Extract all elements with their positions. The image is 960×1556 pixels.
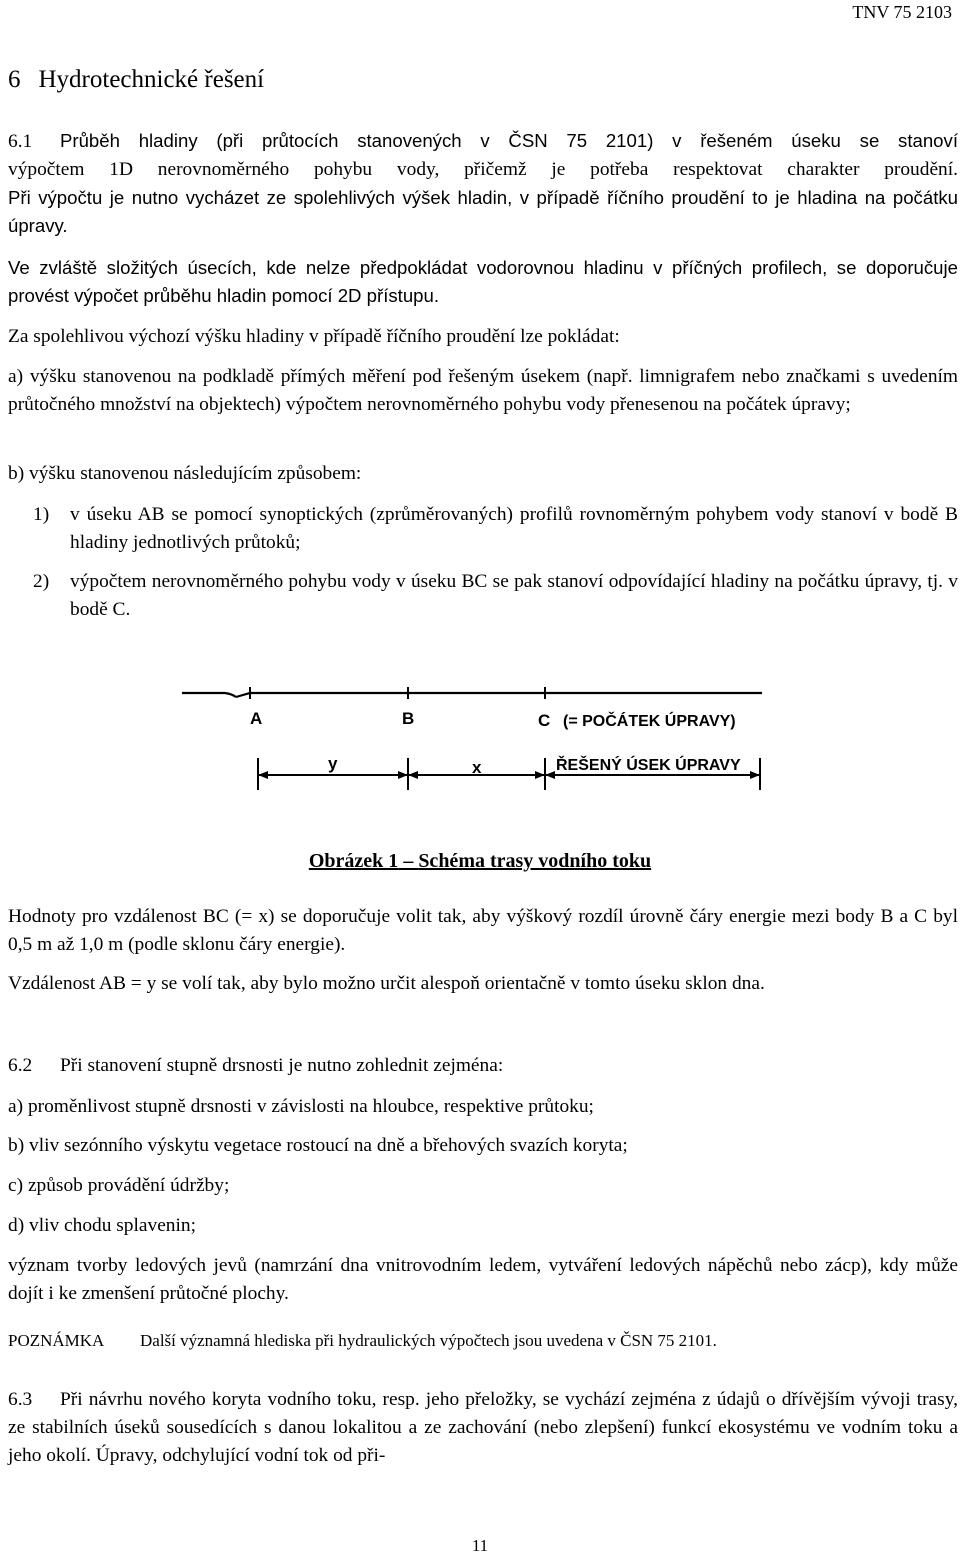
arrow-end-left xyxy=(750,771,760,779)
arrow-b-left xyxy=(398,771,408,779)
point-c-label: C xyxy=(538,711,551,730)
sub-1-label: 1) xyxy=(33,504,50,525)
arrow-a-right xyxy=(258,771,268,779)
point-c-note: (= POČÁTEK ÚPRAVY) xyxy=(563,713,736,730)
arrow-b-right xyxy=(408,771,418,779)
p62-item-c: c) způsob provádění údržby; xyxy=(8,1175,230,1196)
paragraph-6-2 xyxy=(8,1052,958,1080)
note-text: Další významná hlediska při hydraulických výpočtech jsou uvedena v ČSN 75 2101. xyxy=(140,1331,717,1350)
paragraph-6-1 xyxy=(8,127,958,240)
section-title: Hydrotechnické řešení xyxy=(38,66,265,93)
p62-intro: Při stanovení stupně drsnosti je nutno zohlednit zejména: xyxy=(60,1055,504,1076)
watercourse-schema-figure xyxy=(0,670,960,810)
paragraph-values-bc: Hodnoty pro vzdálenost BC (= x) se doporučuje volit tak, aby výškový rozdíl úrovně čáry energie mezi body B a C byl 0,5 m až 1,0 m (podle sklonu čáry energie). xyxy=(8,906,958,955)
p62-number: 6.2 xyxy=(8,1055,33,1076)
paragraph-reliable: Za spolehlivou výchozí výšku hladiny v případě říčního proudění lze pokládat: xyxy=(8,326,620,347)
p62-item-a: a) proměnlivost stupně drsnosti v závislosti na hloubce, respektive průtoku; xyxy=(8,1096,594,1117)
list-item-a xyxy=(8,363,958,419)
note xyxy=(8,1329,958,1353)
caption-label: Obrázek 1 xyxy=(308,850,399,872)
item-b-text: výšku stanovenou následujícím způsobem: xyxy=(29,463,362,484)
p61-rest: Při výpočtu je nutno vycházet ze spolehlivých výšek hladin, v případě říčního proudění to je hladina na počátku úpravy. xyxy=(8,187,958,236)
point-b-label: B xyxy=(402,709,415,728)
page-number: 11 xyxy=(471,1536,489,1555)
arrow-c-right xyxy=(545,771,555,779)
item-b-label: b) xyxy=(8,463,25,484)
point-a-label: A xyxy=(250,709,263,728)
caption-title: Schéma trasy vodního toku xyxy=(418,850,652,872)
p61-number: 6.1 xyxy=(8,131,33,152)
p63-text: Při návrhu nového koryta vodního toku, resp. jeho přeložky, se vychází zejména z údajů o dřívějším vývoji trasy, ze stabilních úseků sousedících s danou lokalitou a ze zachování (nebo zlepšení) funkcí ekosystému ve vodním toku a jeho okolí. Úpravy, odchylující vodní tok od při- xyxy=(8,1389,958,1466)
sub-item-2 xyxy=(33,568,958,624)
item-a-label: a) xyxy=(8,366,24,387)
section-heading xyxy=(8,66,264,94)
distance-x-label: x xyxy=(472,758,482,777)
p62-item-b: b) vliv sezónního výskytu vegetace rostoucí na dně a břehových svazích koryta; xyxy=(8,1135,628,1156)
p61-sans-part1: Průběh hladiny (při průtocích stanovených v ČSN 75 2101) v řešeném úseku se stanoví xyxy=(60,130,958,151)
p61-line2: výpočtem 1D nerovnoměrného pohybu vody, přičemž je potřeba respektovat charakter proudění. xyxy=(8,159,958,180)
sub-1-text: v úseku AB se pomocí synoptických (zprůměrovaných) profilů rovnoměrným pohybem vody stanoví v bodě B hladiny jednotlivých průtoků; xyxy=(70,504,958,553)
paragraph-6-3 xyxy=(8,1386,958,1470)
sub-2-text: výpočtem nerovnoměrného pohybu vody v úseku BC se pak stanoví odpovídající hladiny na počátku úpravy, tj. v bodě C. xyxy=(70,571,958,620)
p63-number: 6.3 xyxy=(8,1389,33,1410)
distance-y-label: y xyxy=(328,754,338,773)
note-label: POZNÁMKA xyxy=(8,1331,105,1350)
p61-line1 xyxy=(8,127,958,156)
sub-item-1 xyxy=(33,501,958,557)
item-a-text: výšku stanovenou na podkladě přímých měření pod řešeným úsekem (např. limnigrafem nebo značkami s uvedením průtočného množství na objektech) výpočtem nerovnoměrného pohybu vody přenesenou na počátek úpravy; xyxy=(8,366,958,415)
sub-2-label: 2) xyxy=(33,571,50,592)
document-id: TNV 75 2103 xyxy=(852,2,952,22)
list-item-b xyxy=(8,460,958,488)
paragraph-complex: Ve zvláště složitých úsecích, kde nelze předpokládat vodorovnou hladinu v příčných profilech, se doporučuje provést výpočet průběhu hladin pomocí 2D přístupu. xyxy=(8,257,958,306)
arrow-c-left xyxy=(535,771,545,779)
p62-ice: význam tvorby ledových jevů (namrzání dna vnitrovodním ledem, vytváření ledových nápěchů nebo zácp), kdy může dojít i ke zmenšení průtočné plochy. xyxy=(8,1255,958,1304)
p62-item-d: d) vliv chodu splavenin; xyxy=(8,1215,196,1236)
river-line xyxy=(236,693,762,697)
paragraph-values-ab: Vzdálenost AB = y se volí tak, aby bylo možno určit alespoň orientačně v tomto úseku sklon dna. xyxy=(8,973,765,994)
section-number: 6 xyxy=(8,66,21,93)
figure-caption: Obrázek 1 – Schéma trasy vodního toku xyxy=(308,850,652,872)
river-line-start xyxy=(182,693,236,697)
solved-section-label: ŘEŠENÝ ÚSEK ÚPRAVY xyxy=(556,757,741,774)
